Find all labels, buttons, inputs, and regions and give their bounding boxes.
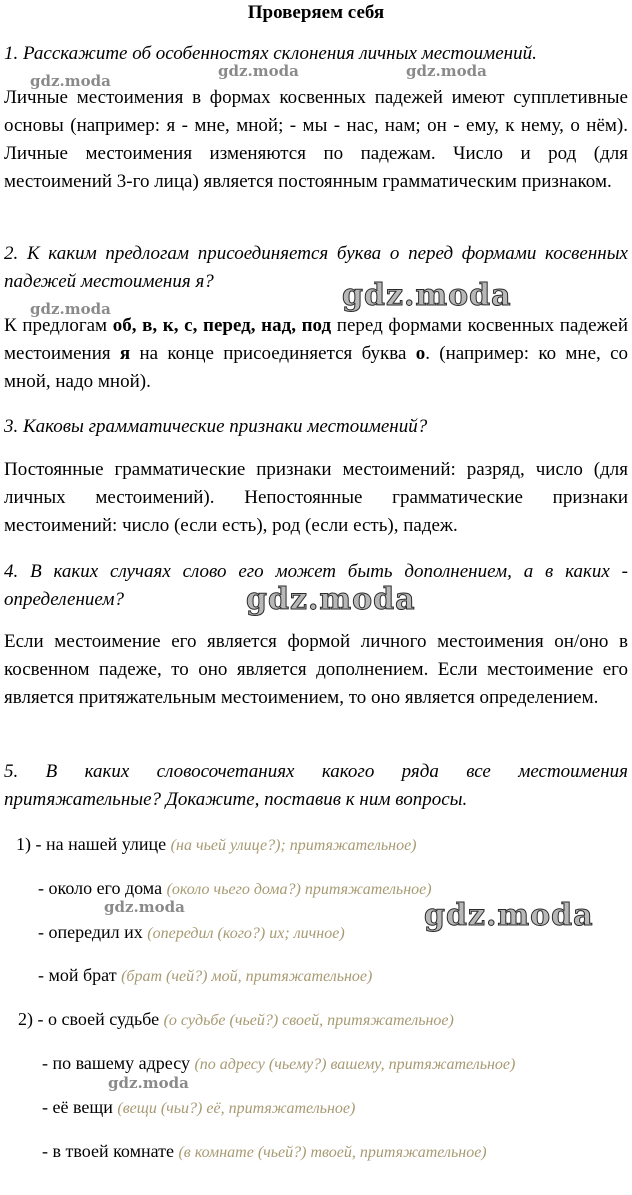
question-1: 1. Расскажите об особенностях склонения личных местоимений. (4, 43, 537, 64)
page-title: Проверяем себя (247, 2, 385, 23)
question-5: 5. В каких словосочетаниях какого ряда все местоимения притяжательные? Докажите, поставив к ним вопросы. (4, 761, 628, 810)
example-phrase: - в твоей комнате (42, 1141, 174, 1161)
example-note: (на чьей улице?); притяжательное) (170, 837, 417, 854)
answer-2-pronoun: я (119, 343, 131, 364)
watermark: gdz.moda (424, 898, 594, 933)
watermark: gdz.moda (218, 62, 299, 80)
example-phrase: - мой брат (38, 965, 117, 985)
watermark: gdz.moda (30, 72, 111, 90)
question-4: 4. В каких случаях слово его может быть дополнением, а в каких - определением? (4, 561, 628, 610)
watermark: gdz.moda (30, 300, 111, 318)
answer-2 (4, 312, 628, 396)
example-item (38, 920, 345, 946)
answer-4: Если местоимение его является формой личного местоимения он/оно в косвенном падеже, то оно является дополнением. Если местоимение его является притяжательным местоимением, то оно является определением. (4, 631, 628, 708)
question-3: 3. Каковы грамматические признаки местоимений? (4, 416, 428, 437)
answer-2-text: . (например: ко мне, со мной, надо мной). (4, 343, 629, 392)
answer-2-text: на конце присоединяется буква (130, 343, 416, 364)
example-note: (вещи (чьи?) её, притяжательное) (117, 1100, 356, 1117)
example-phrase: 2) - о своей судьбе (18, 1009, 160, 1029)
example-note: (брат (чей?) мой, притяжательное) (121, 968, 373, 985)
answer-2-letter: о (415, 343, 426, 364)
answer-2-text: перед формами косвенных падежей местоимения (4, 315, 628, 364)
example-note: (по адресу (чьему?) вашему, притяжательное) (194, 1056, 516, 1073)
answer-2-prepositions: об, в, к, с, перед, над, под (112, 315, 332, 336)
example-item (42, 1139, 487, 1165)
example-item (42, 1095, 355, 1121)
example-item (38, 963, 372, 989)
example-phrase: - по вашему адресу (42, 1053, 190, 1073)
example-phrase: - её вещи (42, 1097, 113, 1117)
answer-2-text: К предлогам (4, 315, 113, 336)
example-item (42, 1051, 515, 1077)
example-phrase: - около его дома (38, 878, 163, 898)
watermark: gdz.moda (108, 1074, 189, 1092)
example-phrase: 1) - на нашей улице (16, 834, 167, 854)
example-item (16, 832, 417, 858)
example-note: (в комнате (чьей?) твоей, притяжательное) (178, 1144, 487, 1161)
watermark: gdz.moda (406, 62, 487, 80)
example-item (18, 1007, 454, 1033)
example-note: (опередил (кого?) их; личное) (147, 925, 345, 942)
example-item (38, 876, 432, 902)
example-phrase: - опередил их (38, 922, 143, 942)
watermark: gdz.moda (342, 278, 512, 313)
answer-3: Постоянные грамматические признаки местоимений: разряд, число (для личных местоимений). Непостоянные грамматические признаки местоимений: число (если есть), род (если есть), падеж. (4, 459, 628, 536)
answer-1: Личные местоимения в формах косвенных падежей имеют супплетивные основы (например: я - мне, мной; - мы - нас, нам; он - ему, к нему, о нём). Личные местоимения изменяются по падежам. Число и род (для местоимений 3-го лица) является постоянным грамматическим признаком. (4, 87, 628, 192)
example-note: (около чьего дома?) притяжательное) (166, 881, 432, 898)
example-note: (о судьбе (чьей?) своей, притяжательное) (163, 1012, 454, 1029)
watermark: gdz.moda (104, 898, 185, 916)
question-2: 2. К каким предлогам присоединяется буква о перед формами косвенных падежей местоимения я? (4, 243, 628, 292)
watermark: gdz.moda (246, 582, 416, 617)
